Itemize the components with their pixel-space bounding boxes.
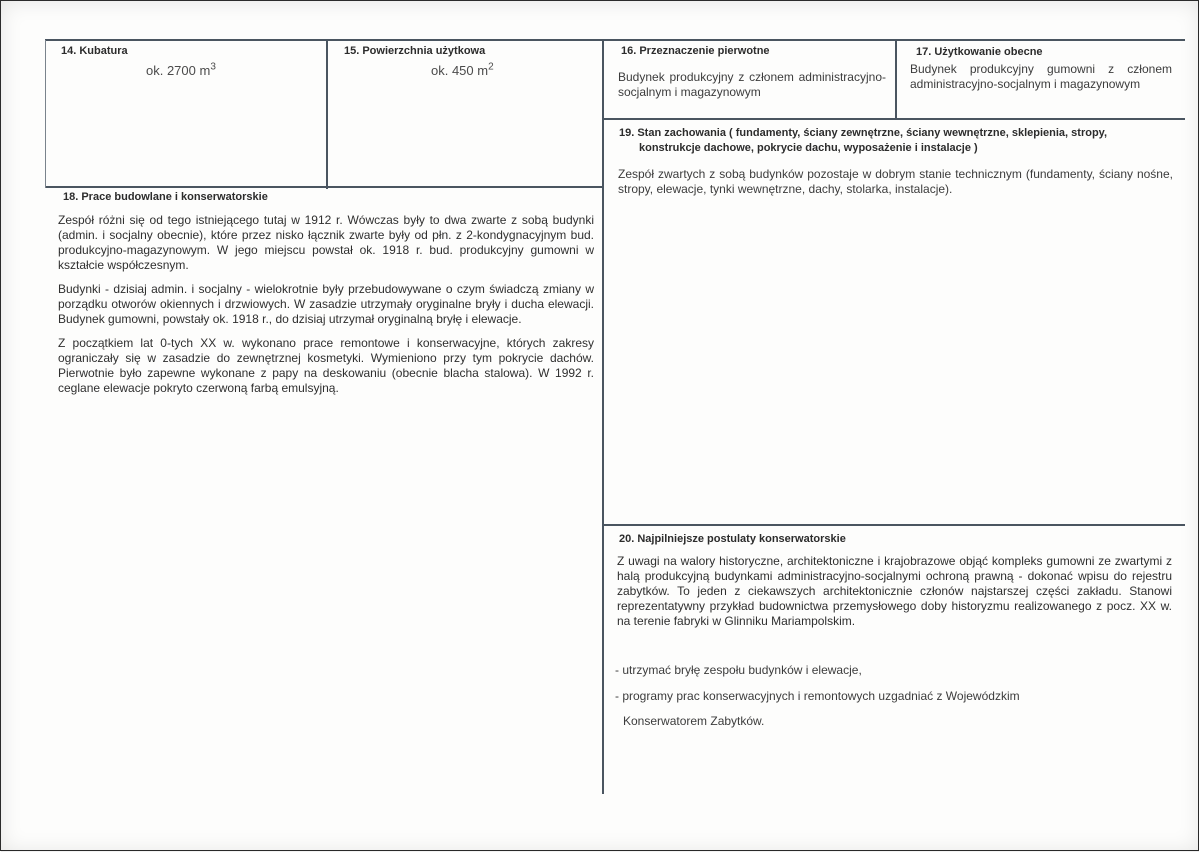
powierzchnia-value: ok. 450 m (431, 63, 489, 78)
field-19-text: Zespół zwartych z sobą budynków pozostaje w dobrym stanie technicznym (fundamenty, ściany nośne, stropy, elewacje, tynki wewnętrzne, dachy, stolarka, instalacje). (618, 167, 1173, 196)
field-16-text: Budynek produkcyjny z członem administracyjno-socjalnym i magazynowym (618, 70, 886, 99)
field-17-label: 17. Użytkowanie obecne (916, 46, 1043, 58)
top-rule (45, 39, 1185, 41)
field-18-body (58, 213, 594, 405)
field-20-bullet-2-continued: Konserwatorem Zabytków. (623, 714, 765, 728)
field-18-paragraph: Budynki - dzisiaj admin. i socjalny - wielokrotnie były przebudowywane o czym świadczą zmiany w porządku otworów okiennych i drzwiowych. W zasadzie utrzymały oryginalne bryły i ducha elewacji. Budynek gumowni, powstały ok. 1918 r., do dzisiaj utrzymał oryginalną bryłę i elewacje. (58, 282, 594, 326)
rule-above-18 (45, 186, 603, 188)
powierzchnia-unit-exponent: 2 (488, 61, 494, 73)
kubatura-unit-exponent: 3 (210, 61, 216, 73)
field-20-label: 20. Najpilniejsze postulaty konserwatorskie (619, 533, 846, 545)
field-15-value (431, 63, 494, 78)
field-14-label: 14. Kubatura (61, 45, 128, 57)
field-18-paragraph: Zespół różni się od tego istniejącego tutaj w 1912 r. Wówczas były to dwa zwarte z sobą budynki (admin. i socjalny obecnie), które przez nisko łącznik zwarte były od płn. z 2-kondygnacyjnym bud. produkcyjno-magazynowym. W jego miejscu powstał ok. 1918 r. bud. produkcyjny gumowni w kształcie współczesnym. (58, 213, 594, 272)
rule-above-20 (603, 524, 1185, 526)
kubatura-value: ok. 2700 m (146, 63, 211, 78)
field-17-text: Budynek produkcyjny gumowni z członem administracyjno-socjalnym i magazynowym (910, 62, 1172, 91)
field-18-label: 18. Prace budowlane i konserwatorskie (63, 191, 268, 203)
field-20-bullet-1: - utrzymać bryłę zespołu budynków i elewacje, (615, 663, 862, 677)
rule-below-16-17 (603, 118, 1185, 120)
left-border (45, 40, 46, 188)
field-20-bullet-2: - programy prac konserwacyjnych i remontowych uzgadniać z Wojewódzkim (615, 689, 1020, 703)
field-20-paragraph: Z uwagi na walory historyczne, architektoniczne i krajobrazowe objąć kompleks gumowni ze zwartymi z halą produkcyjną budynkami administracyjno-socjalnymi ochroną prawną - dokonać wpisu do rejestru zabytków. To jeden z ciekawszych architektonicznie członów najstarszej części zakładu. Stanowi reprezentatywny przykład budownictwa przemysłowego doby historyzmu realizowanego z pocz. XX w. na terenie fabryki w Glinniku Mariampolskim. (617, 554, 1172, 628)
field-14-value (146, 63, 216, 78)
divider-14-15 (326, 40, 328, 189)
divider-16-17 (895, 40, 897, 119)
main-vertical-divider (602, 40, 604, 794)
field-19-label: 19. Stan zachowania ( fundamenty, ściany zewnętrzne, ściany wewnętrzne, sklepienia, stropy, (619, 127, 1108, 139)
field-15-label: 15. Powierzchnia użytkowa (344, 45, 486, 57)
field-19-label-continued: konstrukcje dachowe, pokrycie dachu, wyposażenie i instalacje ) (639, 142, 978, 154)
field-16-label: 16. Przeznaczenie pierwotne (621, 45, 770, 57)
field-18-paragraph: Z początkiem lat 0-tych XX w. wykonano prace remontowe i konserwacyjne, których zakresy ograniczały się w zasadzie do zewnętrznej kosmetyki. Wymieniono przy tym pokrycie dachów. Pierwotnie było zapewne wykonane z papy na deskowaniu (obecnie blacha stalowa). W 1992 r. ceglane elewacje pokryto czerwoną farbą emulsyjną. (58, 336, 594, 395)
